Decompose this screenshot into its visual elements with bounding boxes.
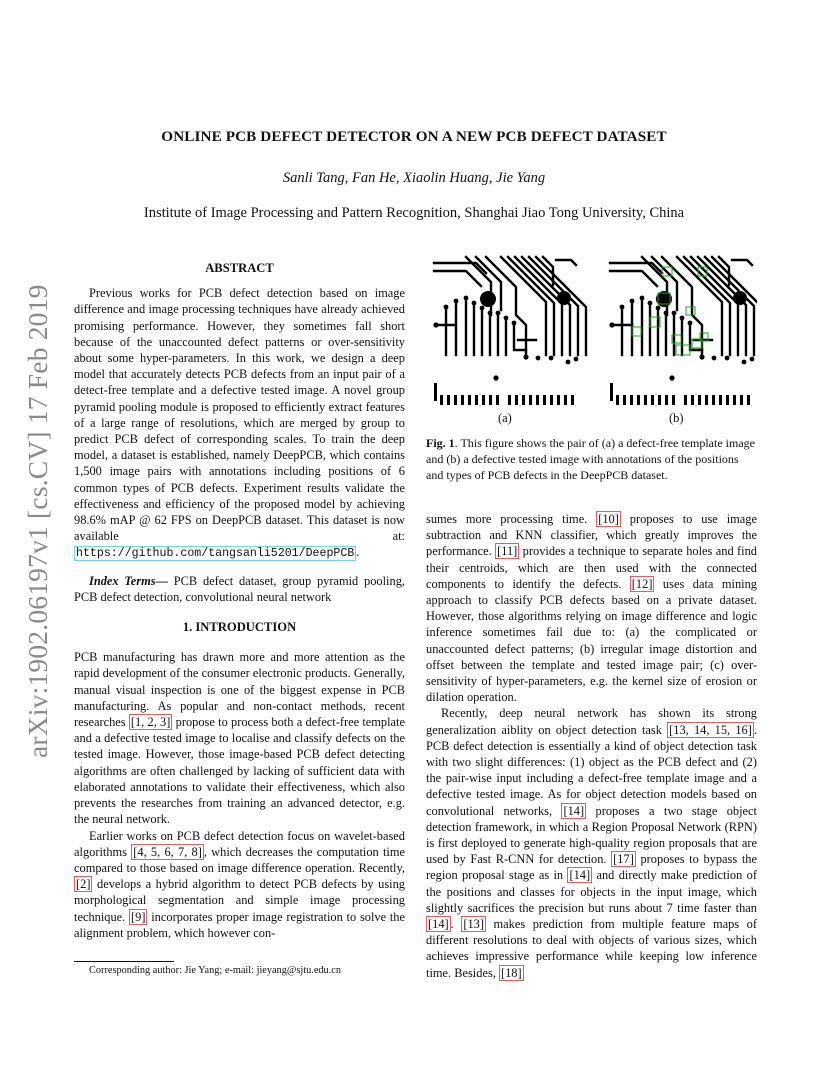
subfigure-label-a: (a) [498, 411, 512, 425]
pcb-defective-image [609, 257, 757, 405]
right-paragraph-1 [426, 511, 757, 705]
dataset-link[interactable]: https://github.com/tangsanli5201/DeepPCB [76, 547, 355, 561]
text-run: and directly make prediction of the positions and classes for objects in the input image, which slightly sacrifices the precision but runs about 7 time faster than [426, 868, 757, 915]
text-run: makes prediction from multiple feature maps of different resolutions to deal with objects of various sizes, which achieves impressive performance while keeping low inference time. Besides, [426, 917, 757, 980]
defect-annotations [632, 267, 708, 355]
text-run: proposes to use image subtraction and KNN classifier, which greatly improves the performance. [426, 512, 757, 559]
intro-heading: 1. INTRODUCTION [182, 620, 297, 635]
abstract-heading: ABSTRACT [205, 261, 274, 275]
text-run: propose to process both a defect-free template and a defective tested image to localise and classify defects on the tested image. However, those image-based PCB defect detecting algorithms are often challenged by lacking of sufficient data with elaborated annotations to validate their effectiveness, which also prevents the researches from training an advanced detector, e.g. the neural network. [74, 715, 406, 827]
intro-paragraph-1 [74, 649, 405, 827]
right-column [426, 511, 757, 981]
citation-link[interactable]: [9] [131, 909, 146, 924]
text-run: Recently, deep neural network has shown its strong generalization aiblity on object detection task [426, 706, 757, 737]
index-terms [74, 573, 405, 605]
paper-affiliation: Institute of Image Processing and Pattern Recognition, Shanghai Jiao Tong University, China [143, 205, 685, 221]
citation-link[interactable]: [13] [463, 917, 484, 932]
citation-link[interactable]: [12] [631, 576, 653, 591]
citation-link[interactable]: [13, 14, 15, 16] [669, 722, 752, 737]
paper-authors: Sanli Tang, Fan He, Xiaolin Huang, Jie Yang [282, 170, 546, 186]
arxiv-side-stamp: arXiv:1902.06197v1 [cs.CV] 17 Feb 2019 [22, 284, 53, 758]
abstract-link-suffix: . [356, 545, 360, 560]
caption-label: Fig. 1 [426, 436, 455, 450]
citation-link[interactable]: [17] [613, 852, 634, 867]
index-terms-text: PCB defect dataset, group pyramid pooling, PCB defect detection, convolutional neural network [74, 573, 405, 604]
intro-paragraph-2 [74, 828, 405, 941]
pcb-figure-image [426, 255, 757, 430]
citation-link[interactable]: [10] [598, 512, 619, 526]
text-run: incorporates proper image registration to solve the alignment problem, which however con- [74, 909, 405, 940]
pcb-template-image [433, 257, 586, 405]
text-run: . PCB defect detection is essentially a kind of object detection task with two slight differences: (1) object as the PCB defect and (2) the pair-wise input including a defect-free template image and a defective tested image. As for object detection models based on convolutional networks, [426, 722, 757, 818]
citation-link[interactable]: [14] [563, 803, 585, 818]
text-run: . [450, 917, 462, 932]
citation-link[interactable]: [4, 5, 6, 7, 8] [133, 844, 202, 859]
citation-link[interactable]: [1, 2, 3] [130, 715, 171, 730]
citation-link[interactable]: [18] [500, 965, 522, 980]
citation-link[interactable]: [2] [76, 877, 91, 892]
paper-title: ONLINE PCB DEFECT DETECTOR ON A NEW PCB DEFECT DATASET [161, 128, 667, 145]
citation-link[interactable]: [14] [569, 868, 591, 883]
abstract-text [74, 285, 405, 562]
text-run: Earlier works on PCB defect detection focus on wavelet-based algorithms [74, 828, 405, 859]
caption-text: . This figure shows the pair of (a) a defect-free template image and (b) a defective tested image with annotations of the positions and types of PCB defects in the DeepPCB dataset. [426, 436, 755, 482]
text-run: develops a hybrid algorithm to detect PCB defects by using morphological segmentation and simple image processing technique. [74, 877, 405, 924]
footnote-rule [74, 961, 174, 962]
right-paragraph-2 [426, 705, 757, 980]
text-run: PCB manufacturing has drawn more and more attention as the rapid development of the consumer electronic products. Generally, manual visual inspection is one of the biggest expense in PCB manufacturing. As popular and non-contact methods, recent researches [74, 650, 405, 730]
text-run: uses data mining approach to classify PCB defects based on a private dataset. However, those algorithms relying on image difference and logic inference sometimes fail due to: (a) the complicated or unaccounted defect patterns; (b) irregular image distortion and offset between the template and tested image pair; (c) over-sensitivity of hyper-parameters, e.g. the kernel size of erosion or dilation operation. [426, 576, 757, 705]
citation-link[interactable]: [11] [497, 544, 518, 559]
citation-link[interactable]: [14] [428, 917, 449, 932]
text-run: proposes to bypass the region proposal stage as in [426, 852, 757, 883]
text-run: provides a technique to separate holes and find their centroids, which are then used with the connected components to identify the defects. [426, 544, 757, 591]
text-run: proposes a two stage object detection framework, in which a Region Proposal Network (RPN) is first deployed to generate high-quality region proposals that are used by Fast R-CNN for detection. [426, 803, 758, 867]
figure-1 [426, 255, 757, 430]
footnote: Corresponding author: Jie Yang; e-mail: jieyang@sjtu.edu.cn [89, 965, 341, 976]
index-terms-label: Index Terms— [89, 573, 168, 588]
left-column [74, 260, 405, 941]
text-run: , which decreases the computation time compared to those based on image difference operation. Recently, [74, 844, 405, 875]
text-run: sumes more processing time. [426, 512, 597, 526]
abstract-body: Previous works for PCB defect detection based on image difference and image processing techniques have already achieved promising performance. However, they sometimes fall short because of the unaccounted defect patterns or over-sensitivity about some hyper-parameters. In this work, we design a deep model that accurately detects PCB defects from an input pair of a detect-free template and a defective tested image. A novel group pyramid pooling module is proposed to efficiently extract features of a large range of resolutions, which are merged by group to predict PCB defect of corresponding scales. To train the deep model, a dataset is established, namely DeepPCB, which contains 1,500 image pairs with annotations including positions of 6 common types of PCB defects. Experiment results validate the effectiveness and efficiency of the proposed model by achieving 98.6% mAP @ 62 FPS on DeepPCB dataset. This dataset is now available at: [74, 286, 405, 544]
figure-caption [426, 435, 757, 483]
subfigure-label-b: (b) [669, 411, 684, 425]
